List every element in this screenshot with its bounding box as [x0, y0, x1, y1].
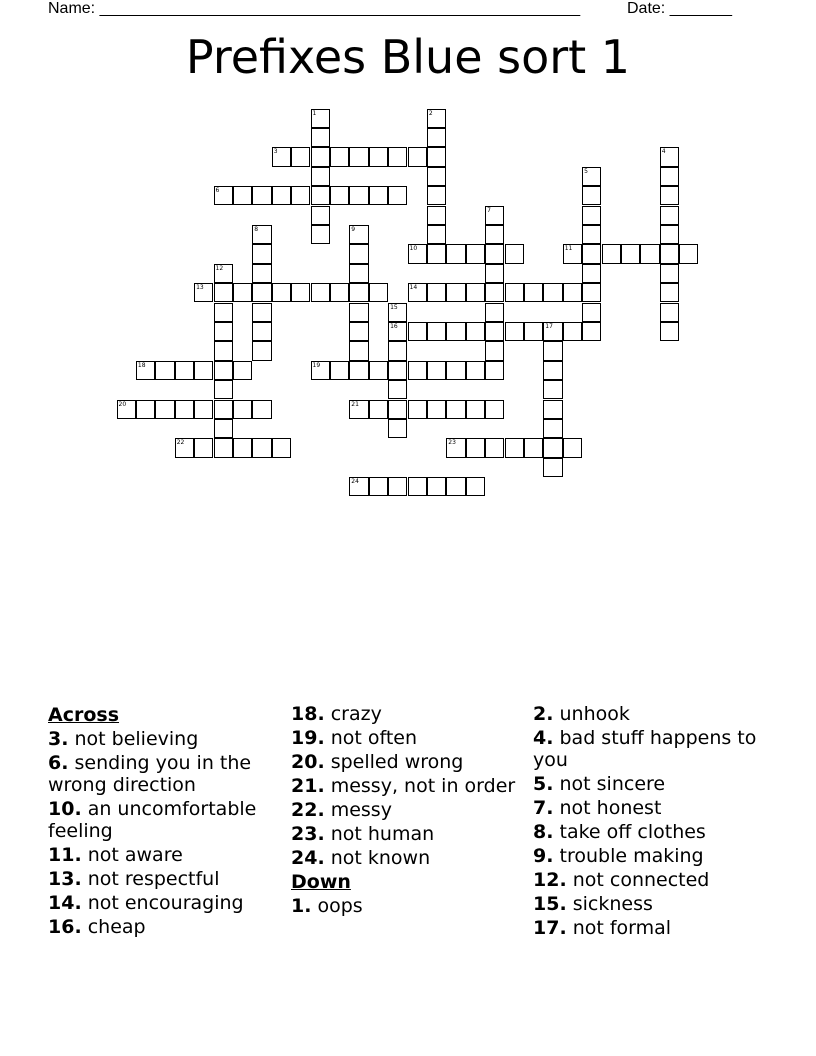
- grid-cell[interactable]: [311, 147, 330, 166]
- grid-cell[interactable]: [349, 303, 368, 322]
- grid-cell[interactable]: [252, 438, 271, 457]
- clue-number: 2: [428, 109, 433, 117]
- grid-cell[interactable]: [446, 244, 465, 263]
- clue-item: [48, 916, 288, 938]
- grid-cell[interactable]: [446, 361, 465, 380]
- clue-number: 4: [661, 148, 666, 156]
- grid-cell[interactable]: [543, 400, 562, 419]
- clue-number-label: 5.: [533, 773, 554, 795]
- clue-number-label: 8.: [533, 821, 554, 843]
- grid-cell[interactable]: [408, 322, 427, 341]
- grid-cell[interactable]: [408, 244, 427, 263]
- clue-number: 20: [118, 400, 127, 408]
- grid-cell[interactable]: [214, 400, 233, 419]
- grid-cell[interactable]: [252, 186, 271, 205]
- grid-cell[interactable]: [543, 341, 562, 360]
- grid-cell[interactable]: [582, 303, 601, 322]
- grid-cell[interactable]: [155, 361, 174, 380]
- grid-cell[interactable]: [582, 206, 601, 225]
- grid-cell[interactable]: [388, 419, 407, 438]
- grid-cell[interactable]: [388, 147, 407, 166]
- clue-item: [533, 917, 773, 939]
- grid-cell[interactable]: [349, 225, 368, 244]
- grid-cell[interactable]: [349, 477, 368, 496]
- clue-item: [48, 892, 288, 914]
- clue-number-label: 11.: [48, 844, 82, 866]
- grid-cell[interactable]: [311, 186, 330, 205]
- clue-number-label: 15.: [533, 893, 567, 915]
- clue-number: 15: [390, 303, 398, 311]
- grid-cell[interactable]: [233, 283, 252, 302]
- grid-cell[interactable]: [427, 128, 446, 147]
- grid-cell[interactable]: [311, 283, 330, 302]
- grid-cell[interactable]: [388, 477, 407, 496]
- clue-number-label: 22.: [291, 799, 325, 821]
- grid-cell[interactable]: [543, 380, 562, 399]
- grid-cell[interactable]: [446, 322, 465, 341]
- grid-cell[interactable]: [175, 438, 194, 457]
- clue-text: spelled wrong: [324, 751, 464, 773]
- grid-cell[interactable]: [563, 322, 582, 341]
- clue-item: [48, 752, 288, 796]
- clue-number: 19: [312, 361, 321, 369]
- grid-cell[interactable]: [388, 341, 407, 360]
- grid-cell[interactable]: [117, 400, 136, 419]
- clue-number: 3: [273, 148, 278, 156]
- clue-text: trouble making: [553, 845, 704, 867]
- grid-cell[interactable]: [369, 400, 388, 419]
- grid-cell[interactable]: [252, 341, 271, 360]
- grid-cell[interactable]: [291, 186, 310, 205]
- grid-cell[interactable]: [349, 341, 368, 360]
- clue-item: [533, 821, 773, 843]
- grid-cell[interactable]: [330, 186, 349, 205]
- grid-cell[interactable]: [349, 283, 368, 302]
- clue-text: sickness: [566, 893, 653, 915]
- grid-cell[interactable]: [427, 167, 446, 186]
- grid-cell[interactable]: [272, 186, 291, 205]
- clue-number: 14: [409, 284, 418, 292]
- grid-cell[interactable]: [369, 186, 388, 205]
- clue-text: not human: [324, 823, 435, 845]
- clues-column-2: [291, 703, 531, 919]
- clue-number-label: 20.: [291, 751, 325, 773]
- clue-number-label: 9.: [533, 845, 554, 867]
- clue-text: oops: [311, 895, 363, 917]
- clue-number: 1: [312, 109, 317, 117]
- grid-cell[interactable]: [349, 186, 368, 205]
- grid-cell[interactable]: [388, 303, 407, 322]
- grid-cell[interactable]: [563, 244, 582, 263]
- grid-cell[interactable]: [311, 361, 330, 380]
- grid-cell[interactable]: [660, 147, 679, 166]
- grid-cell[interactable]: [466, 361, 485, 380]
- grid-cell[interactable]: [349, 264, 368, 283]
- name-field-label: Name: ______________________________________________________: [48, 0, 581, 17]
- clue-number-label: 19.: [291, 727, 325, 749]
- grid-cell[interactable]: [272, 438, 291, 457]
- grid-cell[interactable]: [155, 400, 174, 419]
- clue-number: 5: [584, 167, 588, 175]
- clue-number-label: 13.: [48, 868, 82, 890]
- grid-cell[interactable]: [136, 361, 155, 380]
- grid-cell[interactable]: [408, 477, 427, 496]
- clues-column-3: [533, 703, 773, 941]
- grid-cell[interactable]: [427, 147, 446, 166]
- grid-cell[interactable]: [272, 147, 291, 166]
- grid-cell[interactable]: [388, 361, 407, 380]
- grid-cell[interactable]: [311, 128, 330, 147]
- grid-cell[interactable]: [233, 361, 252, 380]
- page-title: Prefixes Blue sort 1: [185, 30, 631, 84]
- clue-text: messy: [324, 799, 392, 821]
- clue-number-label: 17.: [533, 917, 567, 939]
- grid-cell[interactable]: [543, 458, 562, 477]
- grid-cell[interactable]: [194, 283, 213, 302]
- grid-cell[interactable]: [660, 206, 679, 225]
- grid-cell[interactable]: [175, 400, 194, 419]
- clue-number: 22: [176, 439, 185, 447]
- grid-cell[interactable]: [466, 400, 485, 419]
- clue-number: 16: [390, 322, 398, 330]
- grid-cell[interactable]: [582, 283, 601, 302]
- grid-cell[interactable]: [582, 186, 601, 205]
- clue-item: [533, 703, 773, 725]
- clue-number-label: 6.: [48, 752, 69, 774]
- grid-cell[interactable]: [621, 244, 640, 263]
- clue-text: not connected: [566, 869, 710, 891]
- clue-text: not known: [324, 847, 431, 869]
- grid-cell[interactable]: [369, 283, 388, 302]
- grid-cell[interactable]: [330, 147, 349, 166]
- grid-cell[interactable]: [427, 109, 446, 128]
- grid-cell[interactable]: [349, 244, 368, 263]
- grid-cell[interactable]: [427, 225, 446, 244]
- grid-cell[interactable]: [466, 438, 485, 457]
- clue-item: [533, 727, 773, 771]
- grid-cell[interactable]: [543, 419, 562, 438]
- grid-cell[interactable]: [252, 244, 271, 263]
- grid-cell[interactable]: [543, 361, 562, 380]
- clue-number: 18: [137, 361, 146, 369]
- grid-cell[interactable]: [233, 400, 252, 419]
- clue-item: [291, 775, 531, 797]
- clue-number: 11: [564, 245, 573, 253]
- grid-cell[interactable]: [408, 400, 427, 419]
- clue-number: 17: [545, 322, 553, 330]
- clue-number-label: 2.: [533, 703, 554, 725]
- grid-cell[interactable]: [427, 283, 446, 302]
- grid-cell[interactable]: [408, 147, 427, 166]
- clue-text: cheap: [81, 916, 146, 938]
- crossword-grid: [0, 0, 816, 520]
- grid-cell[interactable]: [427, 206, 446, 225]
- grid-cell[interactable]: [427, 400, 446, 419]
- grid-cell[interactable]: [214, 264, 233, 283]
- across-heading: Across: [48, 704, 120, 726]
- clue-number-label: 14.: [48, 892, 82, 914]
- clue-number: 24: [351, 478, 359, 486]
- clue-item: [533, 845, 773, 867]
- grid-cell[interactable]: [466, 244, 485, 263]
- grid-cell[interactable]: [485, 264, 504, 283]
- down-heading: Down: [291, 871, 351, 893]
- grid-cell[interactable]: [214, 283, 233, 302]
- grid-cell[interactable]: [660, 283, 679, 302]
- grid-cell[interactable]: [563, 438, 582, 457]
- clue-item: [291, 823, 531, 845]
- grid-cell[interactable]: [466, 477, 485, 496]
- clue-number-label: 23.: [291, 823, 325, 845]
- clue-number-label: 1.: [291, 895, 312, 917]
- clue-text: bad stuff happens to you: [533, 727, 757, 771]
- grid-cell[interactable]: [660, 322, 679, 341]
- clue-number-label: 3.: [48, 728, 69, 750]
- grid-cell[interactable]: [388, 322, 407, 341]
- clue-number: 8: [254, 225, 259, 233]
- grid-cell[interactable]: [427, 477, 446, 496]
- clue-number: 10: [409, 245, 418, 253]
- grid-cell[interactable]: [446, 438, 465, 457]
- grid-cell[interactable]: [252, 225, 271, 244]
- grid-cell[interactable]: [427, 361, 446, 380]
- grid-cell[interactable]: [660, 186, 679, 205]
- clue-number: 21: [351, 400, 359, 408]
- grid-cell[interactable]: [214, 186, 233, 205]
- clue-number: 12: [215, 264, 224, 272]
- grid-cell[interactable]: [660, 264, 679, 283]
- clue-item: [533, 797, 773, 819]
- grid-cell[interactable]: [660, 303, 679, 322]
- clue-text: not aware: [81, 844, 183, 866]
- grid-cell[interactable]: [466, 322, 485, 341]
- clue-text: not respectful: [81, 868, 220, 890]
- grid-cell[interactable]: [543, 438, 562, 457]
- grid-cell[interactable]: [214, 303, 233, 322]
- clue-item: [533, 773, 773, 795]
- clue-number-label: 24.: [291, 847, 325, 869]
- grid-cell[interactable]: [136, 400, 155, 419]
- grid-cell[interactable]: [485, 303, 504, 322]
- grid-cell[interactable]: [272, 283, 291, 302]
- grid-cell[interactable]: [233, 186, 252, 205]
- grid-cell[interactable]: [194, 438, 213, 457]
- grid-cell[interactable]: [252, 283, 271, 302]
- clue-item: [48, 868, 288, 890]
- grid-cell[interactable]: [349, 400, 368, 419]
- clue-number-label: 16.: [48, 916, 82, 938]
- grid-cell[interactable]: [311, 109, 330, 128]
- clue-number: 6: [215, 187, 220, 195]
- clue-text: not honest: [553, 797, 662, 819]
- grid-cell[interactable]: [640, 244, 659, 263]
- grid-cell[interactable]: [214, 361, 233, 380]
- grid-cell[interactable]: [252, 264, 271, 283]
- clue-text: take off clothes: [553, 821, 706, 843]
- grid-cell[interactable]: [679, 244, 698, 263]
- grid-cell[interactable]: [582, 225, 601, 244]
- clue-number-label: 4.: [533, 727, 554, 749]
- clue-number: 7: [487, 206, 491, 214]
- grid-cell[interactable]: [408, 283, 427, 302]
- clue-number-label: 21.: [291, 775, 325, 797]
- grid-cell[interactable]: [485, 244, 504, 263]
- grid-cell[interactable]: [505, 322, 524, 341]
- grid-cell[interactable]: [427, 244, 446, 263]
- clue-text: unhook: [553, 703, 630, 725]
- grid-cell[interactable]: [427, 322, 446, 341]
- clue-item: [291, 847, 531, 869]
- clue-number-label: 12.: [533, 869, 567, 891]
- grid-cell[interactable]: [388, 186, 407, 205]
- clue-text: not formal: [566, 917, 672, 939]
- grid-cell[interactable]: [485, 438, 504, 457]
- clue-item: [533, 869, 773, 891]
- clue-text: sending you in the wrong direction: [48, 752, 252, 796]
- grid-cell[interactable]: [446, 400, 465, 419]
- grid-cell[interactable]: [330, 361, 349, 380]
- clues-column-1: [48, 703, 288, 940]
- clue-text: not often: [324, 727, 418, 749]
- grid-cell[interactable]: [582, 322, 601, 341]
- grid-cell[interactable]: [505, 244, 524, 263]
- clue-item: [48, 728, 288, 750]
- grid-cell[interactable]: [214, 341, 233, 360]
- clue-item: [291, 799, 531, 821]
- grid-cell[interactable]: [408, 361, 427, 380]
- grid-cell[interactable]: [543, 322, 562, 341]
- grid-cell[interactable]: [543, 283, 562, 302]
- grid-cell[interactable]: [214, 380, 233, 399]
- grid-cell[interactable]: [485, 225, 504, 244]
- grid-cell[interactable]: [349, 147, 368, 166]
- clue-item: [291, 703, 531, 725]
- clue-text: an uncomfortable feeling: [48, 798, 257, 842]
- clue-text: messy, not in order: [324, 775, 516, 797]
- grid-cell[interactable]: [194, 400, 213, 419]
- clue-number-label: 7.: [533, 797, 554, 819]
- grid-cell[interactable]: [369, 147, 388, 166]
- clue-number: 9: [351, 225, 356, 233]
- clue-item: [48, 798, 288, 842]
- grid-cell[interactable]: [582, 264, 601, 283]
- grid-cell[interactable]: [291, 147, 310, 166]
- grid-cell[interactable]: [505, 283, 524, 302]
- clue-text: not encouraging: [81, 892, 244, 914]
- grid-cell[interactable]: [660, 167, 679, 186]
- grid-cell[interactable]: [563, 283, 582, 302]
- grid-cell[interactable]: [485, 361, 504, 380]
- clue-number-label: 18.: [291, 703, 325, 725]
- clue-item: [291, 727, 531, 749]
- grid-cell[interactable]: [369, 477, 388, 496]
- grid-cell[interactable]: [252, 400, 271, 419]
- clue-item: [291, 895, 531, 917]
- grid-cell[interactable]: [214, 322, 233, 341]
- grid-cell[interactable]: [602, 244, 621, 263]
- grid-cell[interactable]: [291, 283, 310, 302]
- grid-cell[interactable]: [524, 322, 543, 341]
- grid-cell[interactable]: [485, 206, 504, 225]
- grid-cell[interactable]: [349, 322, 368, 341]
- grid-cell[interactable]: [485, 322, 504, 341]
- grid-cell[interactable]: [485, 341, 504, 360]
- grid-cell[interactable]: [388, 380, 407, 399]
- grid-cell[interactable]: [388, 400, 407, 419]
- grid-cell[interactable]: [252, 322, 271, 341]
- grid-cell[interactable]: [233, 438, 252, 457]
- grid-cell[interactable]: [214, 438, 233, 457]
- clue-item: [48, 844, 288, 866]
- clue-item: [533, 893, 773, 915]
- grid-cell[interactable]: [524, 283, 543, 302]
- clue-text: not sincere: [553, 773, 666, 795]
- grid-cell[interactable]: [466, 283, 485, 302]
- grid-cell[interactable]: [524, 438, 543, 457]
- clue-number-label: 10.: [48, 798, 82, 820]
- grid-cell[interactable]: [427, 186, 446, 205]
- grid-cell[interactable]: [485, 400, 504, 419]
- grid-cell[interactable]: [311, 225, 330, 244]
- grid-cell[interactable]: [660, 225, 679, 244]
- grid-cell[interactable]: [446, 283, 465, 302]
- grid-cell[interactable]: [349, 361, 368, 380]
- grid-cell[interactable]: [175, 361, 194, 380]
- grid-cell[interactable]: [369, 361, 388, 380]
- grid-cell[interactable]: [330, 283, 349, 302]
- clue-number: 23: [448, 439, 456, 447]
- grid-cell[interactable]: [252, 303, 271, 322]
- clue-text: crazy: [324, 703, 382, 725]
- clue-item: [291, 751, 531, 773]
- clue-text: not believing: [68, 728, 199, 750]
- grid-cell[interactable]: [311, 206, 330, 225]
- grid-cell[interactable]: [311, 167, 330, 186]
- clue-number: 13: [196, 284, 204, 292]
- grid-cell[interactable]: [194, 361, 213, 380]
- grid-cell[interactable]: [485, 283, 504, 302]
- grid-cell[interactable]: [582, 167, 601, 186]
- date-field-label: Date: _______: [627, 0, 732, 17]
- grid-cell[interactable]: [446, 477, 465, 496]
- grid-cell[interactable]: [505, 438, 524, 457]
- grid-cell[interactable]: [582, 244, 601, 263]
- grid-cell[interactable]: [214, 419, 233, 438]
- grid-cell[interactable]: [660, 244, 679, 263]
